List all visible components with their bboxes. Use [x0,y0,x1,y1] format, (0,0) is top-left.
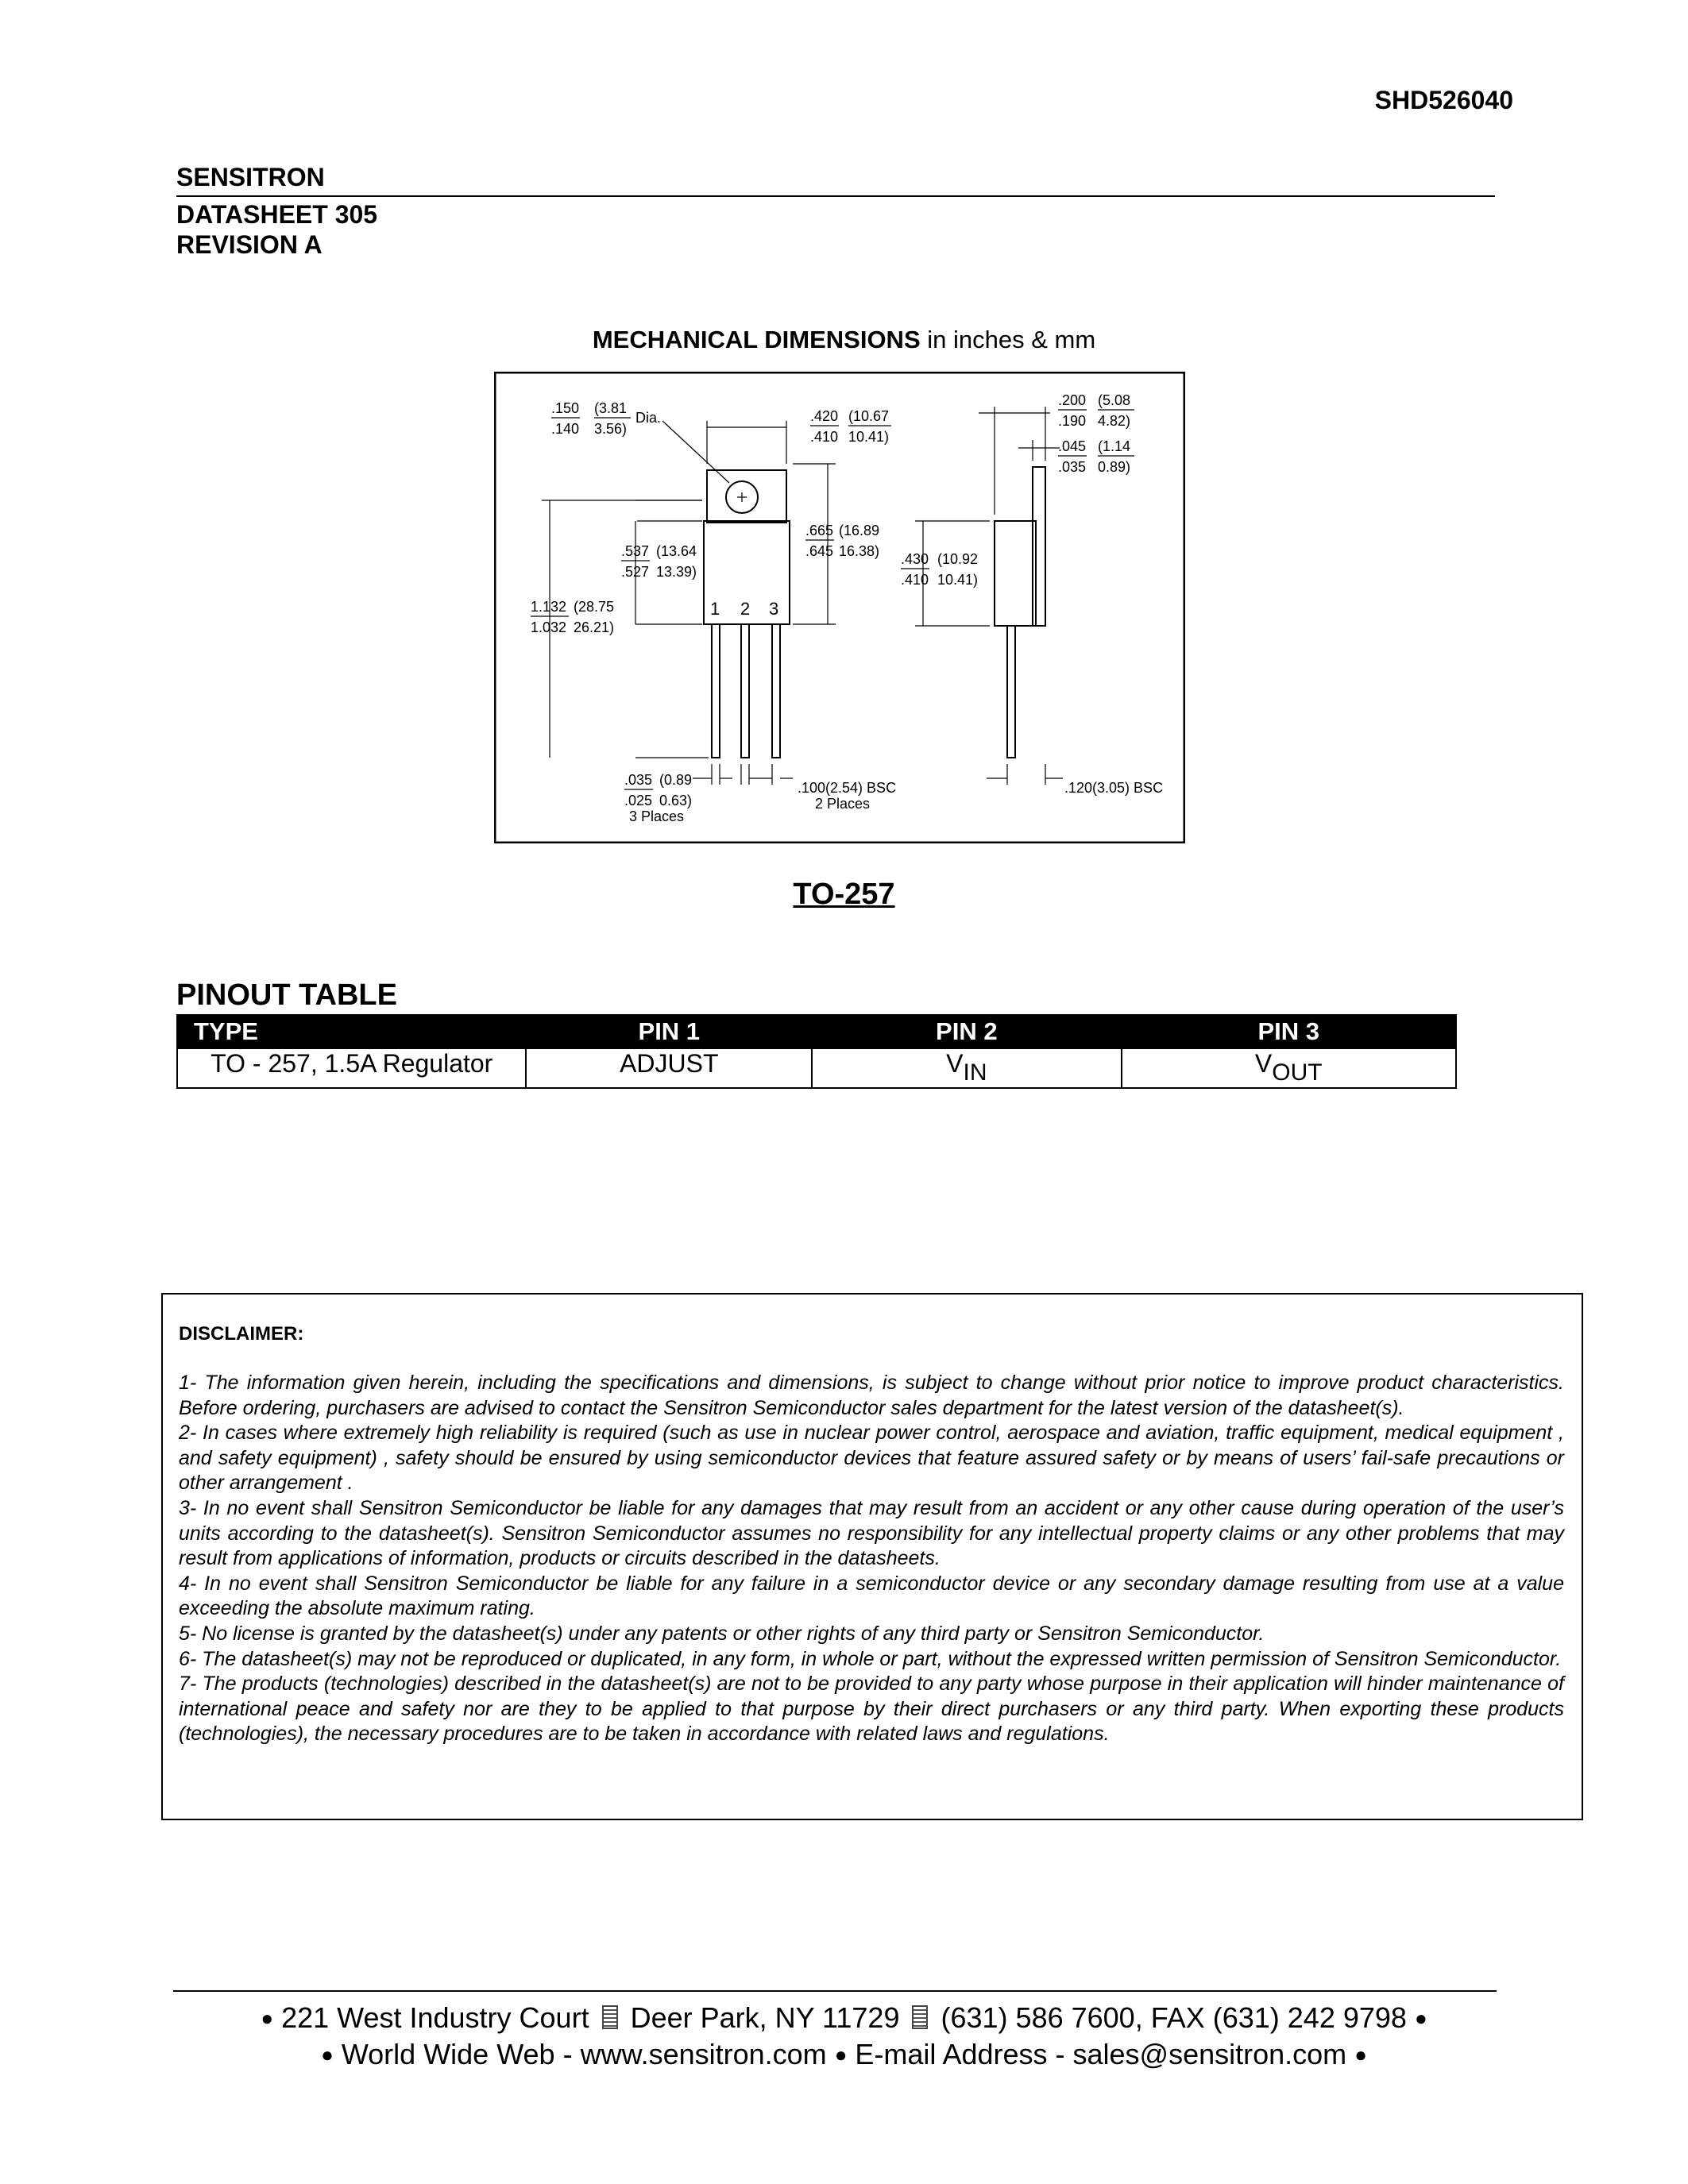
total-body-mm: (16.89 [839,523,880,538]
company-name: SENSITRON [176,163,325,191]
footer-email[interactable]: E-mail Address - sales@sensitron.com [855,2038,1347,2070]
pin-3-label: 3 [769,599,779,619]
cell-pin-1: ADJUST [526,1048,812,1088]
thick-mm: (5.08 [1098,392,1131,408]
header-pin-2: PIN 2 [812,1015,1121,1048]
lead-mm: (0.89 [659,772,693,788]
hole-dia-in2: .140 [551,421,580,437]
pin-2-label: 2 [740,599,751,619]
pin-3-sub: OUT [1272,1059,1323,1086]
pinout-table [176,1014,1457,1089]
disclaimer-item-6: 6- The datasheet(s) may not be reproduced or duplicated, in any form, in whole or part, without the expressed written permission of Sensitron Semiconductor. [179,1647,1562,1670]
footer-address-line [0,2001,1688,2035]
footer-web[interactable]: World Wide Web - www.sensitron.com [341,2038,827,2070]
cell-type: TO - 257, 1.5A Regulator [177,1048,526,1088]
side-mm: (10.92 [937,551,979,567]
disclaimer-item-1: 1- The information given herein, including the specifications and dimensions, is subject to change without prior notice to improve product characteristics. Before ordering, purchasers are advised to contact the Sensitron Semiconductor sales department for the latest version of the datasheet(s). [179,1372,1564,1419]
overall-mm: (28.75 [574,599,615,615]
total-body-in2: .645 [805,543,834,559]
disclaimer-item-5: 5- No license is granted by the datasheet(s) under any patents or other rights of any third party or Sensitron Semiconductor. [179,1622,1265,1645]
overall-mm2: 26.21) [574,619,615,635]
body-in2: .527 [621,564,650,580]
total-body-mm2: 16.38) [839,543,880,559]
pitch-places: 2 Places [815,796,871,812]
cell-pin-2 [812,1048,1121,1088]
overall-in2: 1.032 [531,619,567,635]
tab-in: .045 [1058,438,1087,454]
pitch-label: .100(2.54) BSC [798,780,897,796]
separator-icon [602,2005,618,2029]
bullet-icon: ● [1414,2006,1427,2030]
pin-3-main: V [1254,1049,1273,1078]
mech-title-bold: MECHANICAL DIMENSIONS [592,326,921,353]
bullet-icon: ● [834,2043,848,2066]
header-divider [176,195,1495,197]
bullet-icon: ● [1354,2043,1367,2066]
side-in2: .410 [901,572,929,588]
tab-mm2: 0.89) [1098,459,1131,475]
disclaimer-item-2: 2- In cases where extremely high reliability is required (such as use in nuclear power control, aerospace and aviation, traffic equipment, medical equipment , and safety equipment) , safety should be ensured by using semiconductor devices that feature assured safety or by means of users’ fail-safe precautions or other arrangement . [179,1422,1564,1495]
hole-label: Dia. [635,410,662,426]
overall-in: 1.132 [531,599,567,615]
cell-pin-3 [1122,1048,1456,1088]
disclaimer-title: DISCLAIMER: [179,1323,304,1345]
hole-dia-in: .150 [551,400,580,416]
disclaimer-body [179,1371,1564,1747]
side-pitch-label: .120(3.05) BSC [1064,780,1164,796]
pinout-header-row [177,1015,1456,1048]
lead-places: 3 Places [629,808,685,824]
footer-address: 221 West Industry Court [281,2001,589,2034]
bullet-icon: ● [321,2043,334,2066]
part-number: SHD526040 [1374,86,1513,114]
footer-phone: (631) 586 7600, FAX (631) 242 9798 [941,2001,1407,2034]
pin-2-main: V [946,1049,964,1078]
body-in: .537 [621,543,650,559]
footer-city: Deer Park, NY 11729 [630,2001,900,2034]
pinout-title: PINOUT TABLE [176,978,397,1012]
width-mm: (10.67 [848,408,890,424]
header-pin-3: PIN 3 [1122,1015,1456,1048]
pin-2-sub: IN [963,1059,987,1086]
mechanical-drawing [494,372,1185,843]
mech-title-rest: in inches & mm [920,326,1096,353]
thick-in: .200 [1058,392,1087,408]
revision-label: REVISION A [176,230,323,259]
footer-contact-line [0,2038,1688,2071]
tab-mm: (1.14 [1098,438,1131,454]
disclaimer-item-4: 4- In no event shall Sensitron Semiconductor be liable for any failure in a semiconductor device or any secondary damage resulting from use at a value exceeding the absolute maximum rating. [179,1572,1564,1620]
side-in: .430 [901,551,929,567]
lead-mm2: 0.63) [659,793,693,808]
width-mm2: 10.41) [848,429,890,445]
datasheet-number: DATASHEET 305 [176,200,378,229]
pin-1-label: 1 [710,599,720,619]
bullet-icon: ● [261,2006,274,2030]
footer-divider [173,1990,1497,1992]
disclaimer-item-7: 7- The products (technologies) described in the datasheet(s) are not to be provided to any party whose purpose in their application will hinder maintenance of international peace and safety nor are they to be applied to that purpose by their direct purchasers or any third party. When exporting these products (technologies), the necessary procedures are to be taken in accordance with related laws and regulations. [179,1673,1564,1746]
tab-in2: .035 [1058,459,1087,475]
header-pin-1: PIN 1 [526,1015,812,1048]
width-in: .420 [810,408,839,424]
disclaimer-box [161,1293,1583,1820]
hole-dia-mm: (3.81 [594,400,628,416]
thick-mm2: 4.82) [1098,413,1131,429]
hole-dia-mm2: 3.56) [594,421,628,437]
lead-in: .035 [624,772,653,788]
package-title: TO-257 [793,878,895,911]
width-in2: .410 [810,429,839,445]
lead-in2: .025 [624,793,653,808]
mechanical-dimensions-title [0,326,1688,354]
thick-in2: .190 [1058,413,1087,429]
header-type: TYPE [177,1015,526,1048]
table-row [177,1048,1456,1088]
body-mm2: 13.39) [656,564,697,580]
total-body-in: .665 [805,523,834,538]
disclaimer-item-3: 3- In no event shall Sensitron Semiconductor be liable for any damages that may result from an accident or any other cause during operation of the user’s units according to the datasheet(s). Sensitron Semiconductor assumes no responsibility for any intellectual property claims or any other problems that may result from applications of information, products or circuits described in the datasheets. [179,1496,1564,1570]
side-mm2: 10.41) [937,572,979,588]
body-mm: (13.64 [656,543,697,559]
separator-icon [912,2005,928,2029]
